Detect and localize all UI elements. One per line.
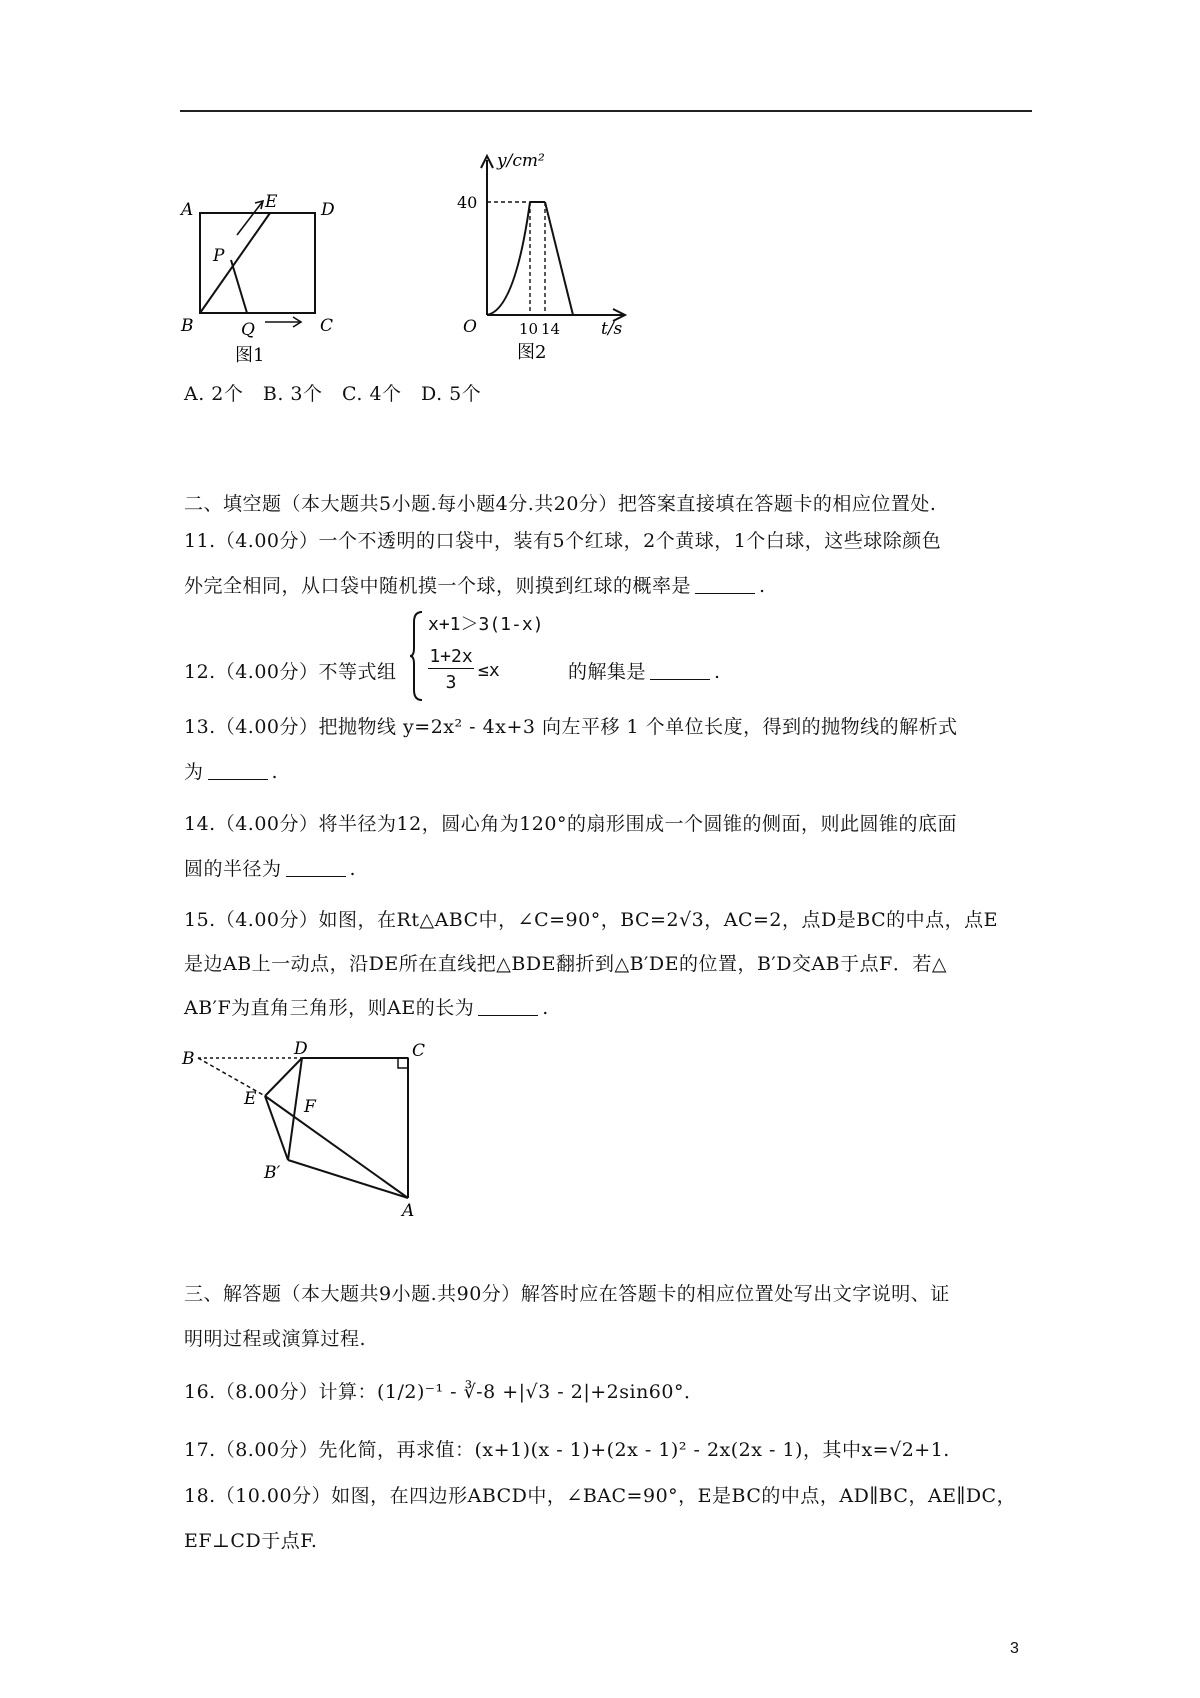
fig1-label-C: C (320, 316, 334, 336)
q11-line1: 11.（4.00分）一个不透明的口袋中，装有5个红球，2个黄球，1个白球，这些球除颜色 (184, 530, 942, 552)
q11-line2: 外完全相同，从口袋中随机摸一个球，则摸到红球的概率是 . (184, 575, 766, 597)
q12-fraction-denominator: 3 (445, 672, 457, 693)
q12-prefix: 12.（4.00分）不等式组 (184, 661, 397, 683)
fig2-origin-label: O (463, 317, 477, 337)
q12-fraction-numerator: 1+2x (429, 646, 473, 667)
fig1-label-B: B (181, 316, 194, 336)
fig3-label-C: C (412, 1041, 426, 1061)
q15-line3: AB′F为直角三角形，则AE的长为 . (184, 997, 549, 1019)
fig2-x-tick-10: 10 (519, 320, 539, 338)
section3-title-line2: 明明过程或演算过程. (184, 1328, 367, 1350)
q12-answer-blank (650, 663, 710, 680)
fig3-label-D: D (294, 1039, 308, 1059)
fig3-label-A: A (402, 1201, 415, 1218)
fig1-label-P: P (213, 246, 225, 266)
fig2-y-axis-label: y/cm² (497, 151, 545, 171)
fig1-label-E: E (265, 192, 278, 212)
fig2-x-tick-14: 14 (541, 320, 561, 338)
figure-3 (180, 1038, 430, 1218)
q12-suffix: 的解集是 . (568, 661, 721, 683)
fig2-x-axis-label: t/s (601, 319, 623, 339)
q15-line1: 15.（4.00分）如图，在Rt△ABC中，∠C=90°，BC=2√3，AC=2，点D是BC的中点，点E (184, 909, 998, 931)
fig2-caption: 图2 (517, 342, 547, 363)
q13-line1: 13.（4.00分）把抛物线 y=2x² - 4x+3 向左平移 1 个单位长度，得到的抛物线的解析式 (184, 716, 958, 738)
fig1-label-A: A (181, 200, 194, 220)
q12-brace (410, 610, 424, 702)
q14-answer-blank (286, 860, 346, 877)
page-number: 3 (1010, 1640, 1019, 1657)
fig1-label-D: D (321, 200, 335, 220)
fig2-y-tick-40: 40 (457, 193, 478, 212)
header-rule (180, 110, 1032, 112)
q13-answer-blank (208, 763, 268, 780)
q10-options: A. 2个 B. 3个 C. 4个 D. 5个 (184, 383, 482, 405)
q13-line2: 为 . (184, 761, 279, 783)
figure-1 (175, 185, 350, 365)
q12-inequality-1: x+1＞3(1-x) (428, 614, 544, 635)
fig3-label-F: F (304, 1097, 316, 1117)
q12-inequality-2-rhs: ≤x (478, 660, 500, 681)
fig1-label-Q: Q (241, 320, 255, 340)
fig3-label-E: E (244, 1089, 257, 1109)
q14-line2: 圆的半径为 . (184, 858, 357, 880)
section3-title-line1: 三、解答题（本大题共9小题.共90分）解答时应在答题卡的相应位置处写出文字说明、证 (184, 1283, 950, 1305)
q15-answer-blank (478, 999, 538, 1016)
fig3-label-B: B (182, 1049, 195, 1069)
section2-title: 二、填空题（本大题共5小题.每小题4分.共20分）把答案直接填在答题卡的相应位置处. (184, 493, 937, 515)
q16: 16.（8.00分）计算：(1/2)⁻¹ - ∛-8 +|√3 - 2|+2sin60°． (184, 1381, 704, 1403)
q11-answer-blank (695, 577, 755, 594)
q17: 17.（8.00分）先化简，再求值：(x+1)(x - 1)+(2x - 1)² - 2x(2x - 1)，其中x=√2+1. (184, 1439, 950, 1461)
q15-line2: 是边AB上一动点，沿DE所在直线把△BDE翻折到△B′DE的位置，B′D交AB于点F．若△ (184, 953, 947, 975)
fig1-caption: 图1 (235, 345, 265, 365)
figure-2 (455, 150, 630, 365)
q18-line2: EF⊥CD于点F. (184, 1530, 318, 1552)
fig3-label-B-prime: B′ (264, 1163, 281, 1183)
q14-line1: 14.（4.00分）将半径为12，圆心角为120°的扇形围成一个圆锥的侧面，则此圆锥的底面 (184, 813, 957, 835)
q18-line1: 18.（10.00分）如图，在四边形ABCD中，∠BAC=90°，E是BC的中点，AD∥BC，AE∥DC， (184, 1485, 1017, 1507)
